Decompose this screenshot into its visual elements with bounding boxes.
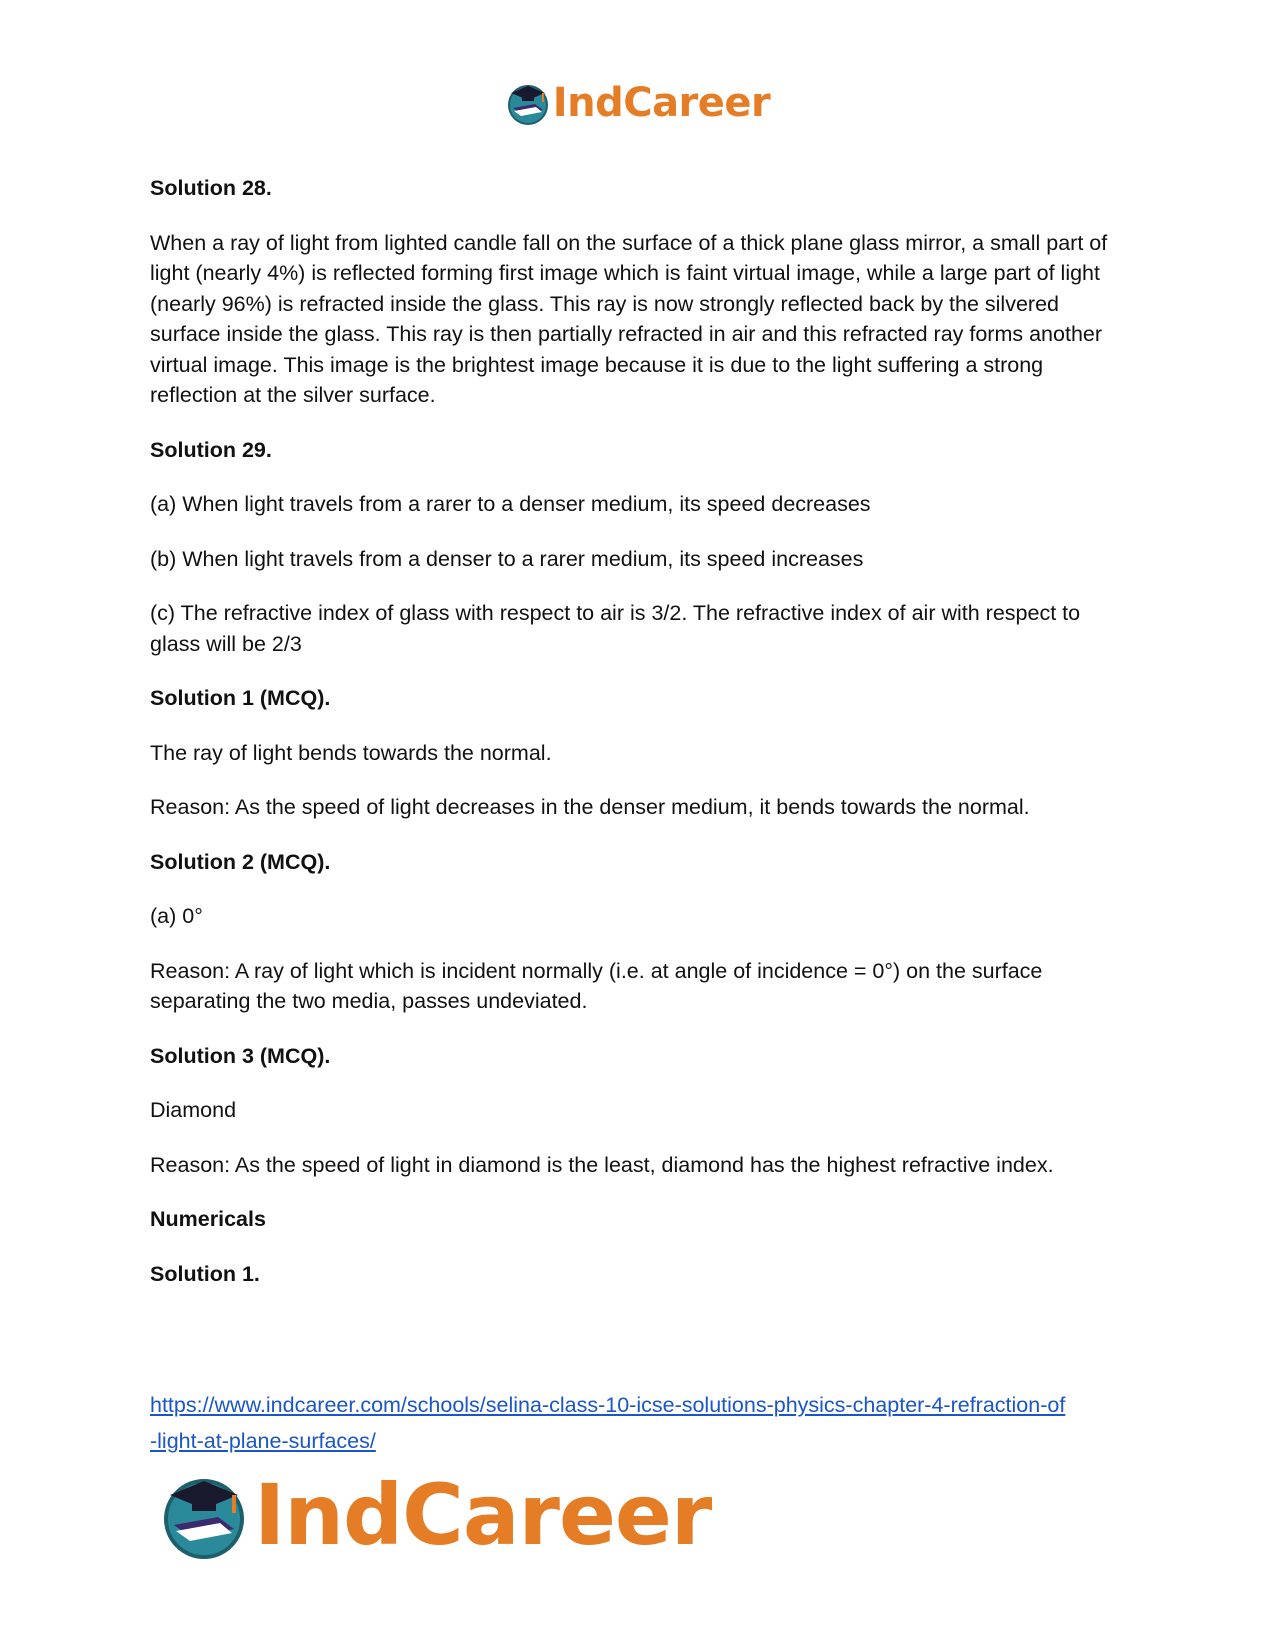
section-heading: Solution 2 (MCQ).: [150, 849, 331, 874]
body-paragraph: (a) 0°: [150, 904, 203, 928]
logo-wordmark-large: IndCareer: [254, 1466, 712, 1564]
body-paragraph: (b) When light travels from a denser to a rarer medium, its speed increases: [150, 546, 864, 571]
document-body: [150, 173, 1130, 1313]
source-link-line-2[interactable]: -light-at-plane-surfaces/: [150, 1429, 376, 1453]
section-heading: Solution 1 (MCQ).: [150, 686, 331, 710]
section-heading: Solution 1.: [150, 1261, 260, 1286]
body-paragraph: When a ray of light from lighted candle fall on the surface of a thick plane glass mirror, a small part of light (nearly 4%) is reflected forming first image which is faint virtual image, while a large part of light (nearly 96%) is refracted inside the glass. This ray is now strongly reflected back by the silvered surface inside the glass. This ray is then partially refracted in air and this refracted ray forms another virtual image. This image is the brightest image because it is due to the light suffering a strong reflection at the silver surface.: [150, 230, 1108, 407]
indcareer-logo: [505, 80, 771, 126]
body-paragraph: Reason: A ray of light which is incident normally (i.e. at angle of incidence = 0°) on the surface separating the two media, passes undeviated.: [150, 958, 1043, 1013]
graduation-globe-icon: [505, 80, 551, 126]
body-paragraph: The ray of light bends towards the normal.: [150, 740, 552, 765]
body-paragraph: Reason: As the speed of light in diamond is the least, diamond has the highest refractive index.: [150, 1152, 1054, 1177]
header-logo: [0, 76, 1275, 130]
source-link-line-1[interactable]: https://www.indcareer.com/schools/selina-class-10-icse-solutions-physics-chapter-4-refraction-of: [150, 1393, 1066, 1417]
section-heading: Solution 28.: [150, 176, 272, 200]
section-heading: Numericals: [150, 1207, 266, 1231]
body-paragraph: (a) When light travels from a rarer to a denser medium, its speed decreases: [150, 492, 871, 516]
indcareer-logo-large: [158, 1466, 711, 1564]
section-heading: Solution 29.: [150, 437, 272, 462]
source-link[interactable]: [150, 1387, 1150, 1459]
footer-logo: [158, 1466, 711, 1566]
logo-wordmark: IndCareer: [552, 80, 771, 126]
graduation-globe-icon: [158, 1469, 250, 1561]
body-paragraph: Reason: As the speed of light decreases in the denser medium, it bends towards the normal.: [150, 795, 1030, 819]
body-paragraph: Diamond: [150, 1098, 237, 1122]
section-heading: Solution 3 (MCQ).: [150, 1043, 331, 1068]
body-paragraph: (c) The refractive index of glass with respect to air is 3/2. The refractive index of air with respect to glass will be 2/3: [150, 601, 1081, 656]
